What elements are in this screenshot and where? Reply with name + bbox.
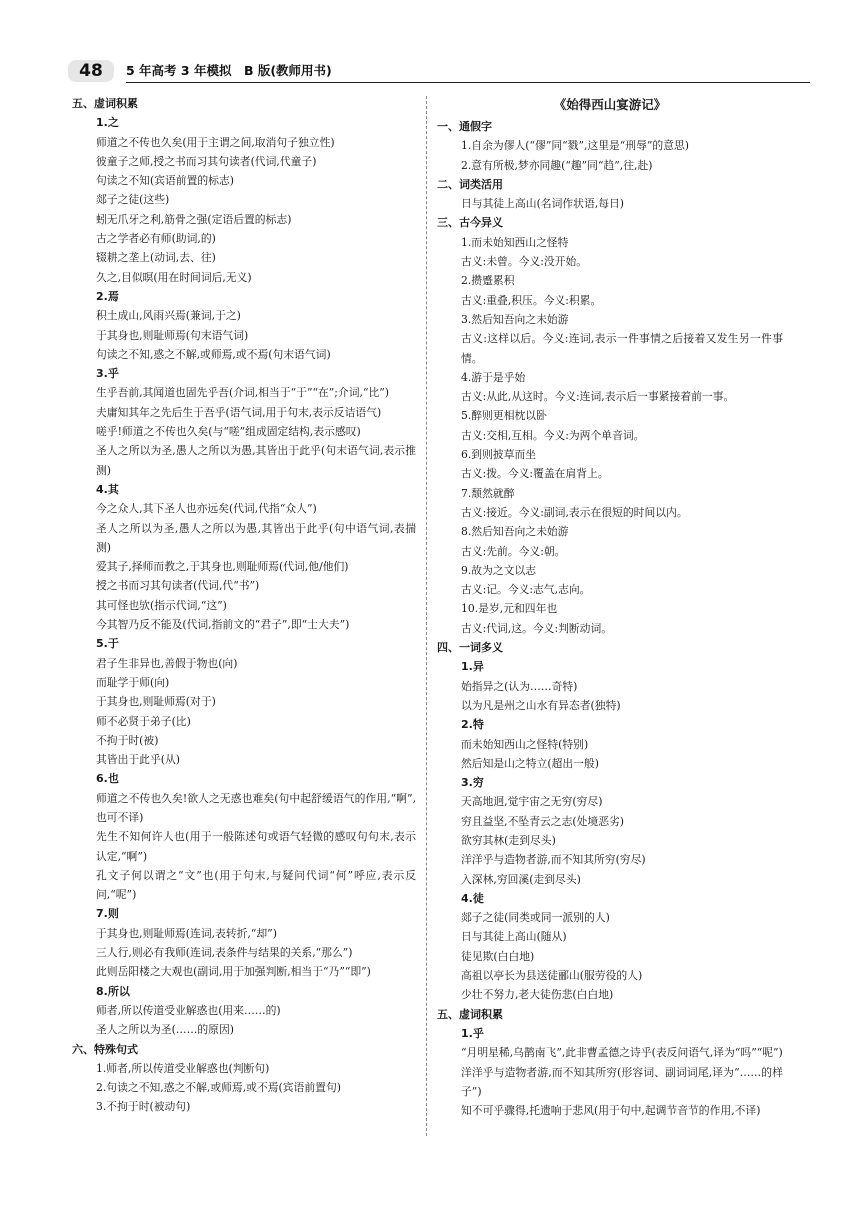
text-paragraph: 先生不知何许人也(用于一般陈述句或语气轻微的感叹句句末,表示认定,“啊”) [96, 830, 416, 863]
page-header [60, 60, 810, 84]
section-heading: 五、虚词积累 [437, 1007, 503, 1021]
text-paragraph: 生乎吾前,其闻道也固先乎吾(介词,相当于“于”“在”;介词,“比”) [96, 386, 390, 400]
text-line: 而未始知西山之怪特(特别) [461, 737, 589, 751]
subsection-heading: 3.乎 [96, 367, 119, 381]
text-line: 蚓无爪牙之利,筋骨之强(定语后置的标志) [96, 212, 292, 226]
section-heading: 五、虚词积累 [72, 97, 138, 110]
text-line: 古之学者必有师(助词,的) [96, 232, 216, 246]
text-line: 古义:拨。今义:覆盖在肩背上。 [461, 467, 609, 481]
text-line: 郯子之徒(这些) [96, 193, 170, 207]
text-line: 6.到则披草而坐 [461, 448, 537, 462]
text-line: 入深林,穷回溪(走到尽头) [461, 872, 581, 886]
text-line: 高祖以亭长为县送徒郦山(服劳役的人) [461, 969, 643, 983]
text-line: 句读之不知,惑之不解,或师焉,或不焉(句末语气词) [96, 347, 331, 361]
text-line: 天高地迥,觉宇宙之无穷(穷尽) [461, 795, 603, 809]
text-line: 三人行,则必有我师(连词,表条件与结果的关系,“那么”) [96, 946, 353, 960]
text-paragraph: 圣人之所以为圣,愚人之所以为愚,其皆出于此乎(句中语气词,表揣测) [96, 521, 416, 554]
text-line: 5.醉则更相枕以卧 [461, 409, 547, 423]
text-paragraph: 师道之不传也久矣!欲人之无惑也难矣(句中起舒缓语气的作用,“啊”,也可不译) [96, 791, 416, 824]
text-paragraph: 知不可乎骤得,托遗响于悲风(用于句中,起调节音节的作用,不译) [461, 1104, 761, 1118]
text-paragraph: 圣人之所以为圣,愚人之所以为愚,其皆出于此乎(句末语气词,表示推测) [96, 444, 416, 477]
text-line: 古义:接近。今义:副词,表示在很短的时间以内。 [461, 505, 688, 519]
article-title: 《始得西山宴游记》 [553, 97, 667, 112]
text-line: 然后知是山之特立(超出一般) [461, 756, 599, 770]
text-paragraph: 洋洋乎与造物者游,而不知其所穷(形容词、副词词尾,译为“……的样子”) [461, 1065, 783, 1098]
text-line: 今之众人,其下圣人也亦远矣(代词,代指“众人”) [96, 502, 317, 516]
text-line: 日与其徒上高山(名词作状语,每日) [461, 197, 625, 211]
text-line: 古义:代词,这。今义:判断动词。 [461, 621, 613, 635]
text-line: 古义:交相,互相。今义:为两个单音词。 [461, 428, 645, 442]
text-line: 徒见欺(白白地) [461, 949, 535, 963]
text-line: 积土成山,风雨兴焉(兼词,于之) [96, 309, 241, 323]
text-line: 古义:从此,从这时。今义:连词,表示后一事紧接着前一事。 [461, 390, 735, 404]
subsection-heading: 4.其 [96, 482, 119, 496]
text-line: 授之书而习其句读者(代词,代“书”) [96, 579, 260, 593]
text-line: 始指异之(认为……奇特) [461, 679, 578, 693]
right-column [437, 94, 783, 1120]
text-line: 1.而未始知西山之怪特 [461, 235, 569, 249]
text-line: 3.然后知吾向之未始游 [461, 312, 569, 326]
section-heading: 二、词类活用 [437, 177, 503, 191]
header-rule [126, 82, 810, 83]
section-heading: 四、一词多义 [437, 641, 503, 655]
subsection-heading: 6.也 [96, 772, 119, 786]
text-line: 4.游于是乎始 [461, 370, 526, 384]
section-heading: 六、特殊句式 [72, 1042, 138, 1056]
text-line: 10.是岁,元和四年也 [461, 602, 558, 616]
text-line: 爱其子,择师而教之,于其身也,则耻师焉(代词,他/他们) [96, 560, 349, 574]
text-paragraph: 此则岳阳楼之大观也(副词,用于加强判断,相当于“乃”“即”) [96, 965, 371, 979]
text-line: 郯子之徒(同类或同一派别的人) [461, 911, 610, 925]
text-line: 8.然后知吾向之未始游 [461, 525, 569, 539]
text-line: 师者,所以传道受业解惑也(用来……的) [96, 1003, 281, 1017]
text-line: 其皆出于此乎(从) [96, 753, 181, 767]
section-heading: 一、通假字 [437, 120, 492, 133]
text-line: 古义:重叠,积压。今义:积累。 [461, 293, 602, 307]
text-line: 以为凡是州之山水有异态者(独特) [461, 698, 621, 712]
text-line: 1.自余为僇人(“僇”同“戮”,这里是“刑辱”的意思) [461, 139, 690, 153]
page-number: 48 [68, 60, 114, 82]
subsection-heading: 4.徒 [461, 891, 484, 905]
book-title: 5 年高考 3 年模拟 B 版(教师用书) [126, 63, 332, 78]
text-line: 古义:记。今义:志气,志向。 [461, 583, 591, 597]
text-line: 于其身也,则耻师焉(连词,表转折,“却”) [96, 926, 277, 940]
left-column [72, 94, 416, 1117]
subsection-heading: 3.穷 [461, 776, 484, 790]
section-heading: 三、古今异义 [437, 216, 503, 230]
text-line: 其可怪也欤(指示代词,“这”) [96, 598, 227, 612]
subsection-heading: 8.所以 [96, 984, 130, 998]
text-line: 洋洋乎与造物者游,而不知其所穷(穷尽) [461, 853, 646, 867]
subsection-heading: 1.之 [96, 116, 119, 130]
text-line: 9.故为之文以志 [461, 563, 537, 577]
text-line: 彼童子之师,授之书而习其句读者(代词,代童子) [96, 154, 317, 168]
text-line: 圣人之所以为圣(……的原因) [96, 1023, 234, 1037]
text-line: 古义:先前。今义:朝。 [461, 544, 566, 558]
text-line: 古义:未曾。今义:没开始。 [461, 255, 588, 269]
text-paragraph: 古义:这样以后。今义:连词,表示一件事情之后接着又发生另一件事情。 [461, 332, 783, 365]
subsection-heading: 2.特 [461, 718, 484, 732]
text-line: 辍耕之垄上(动词,去、往) [96, 251, 216, 265]
text-line: 久之,目似暝(用在时间词后,无义) [96, 270, 252, 284]
text-line: 嗟乎!师道之不传也久矣(与“嗟”组成固定结构,表示感叹) [96, 425, 361, 439]
text-line: 欲穷其林(走到尽头) [461, 833, 556, 847]
text-paragraph: “月明星稀,乌鹊南飞”,此非曹孟德之诗乎(表反问语气,译为“吗”“呢”) [461, 1046, 783, 1060]
subsection-heading: 2.焉 [96, 289, 119, 303]
text-line: 句读之不知(宾语前置的标志) [96, 174, 234, 188]
subsection-heading: 5.于 [96, 637, 119, 651]
text-line: 3.不拘于时(被动句) [96, 1100, 191, 1114]
text-line: 不拘于时(被) [96, 733, 159, 747]
text-line: 2.意有所极,梦亦同趣(“趣”同“趋”,往,赴) [461, 158, 653, 172]
text-line: 于其身也,则耻师焉(句末语气词) [96, 328, 249, 342]
text-paragraph: 孔文子何以谓之“文”也(用于句末,与疑问代词“何”呼应,表示反问,“呢”) [96, 868, 416, 902]
column-divider [426, 96, 427, 1136]
subsection-heading: 7.则 [96, 907, 119, 921]
text-line: 日与其徒上高山(随从) [461, 930, 567, 944]
text-line: 7.颓然就醉 [461, 486, 515, 500]
subsection-heading: 1.乎 [461, 1026, 484, 1040]
text-line: 夫庸知其年之先后生于吾乎(语气词,用于句末,表示反诘语气) [96, 405, 382, 419]
text-line: 而耻学于师(向) [96, 675, 170, 689]
text-line: 2.句读之不知,惑之不解,或师焉,或不焉(宾语前置句) [96, 1081, 341, 1095]
text-line: 今其智乃反不能及(代词,指前文的“君子”,即“士大夫”) [96, 618, 350, 632]
text-line: 1.师者,所以传道受业解惑也(判断句) [96, 1061, 270, 1075]
text-line: 于其身也,则耻师焉(对于) [96, 695, 216, 709]
text-line: 2.攒蹙累积 [461, 274, 515, 288]
text-line: 师不必贤于弟子(比) [96, 714, 191, 728]
text-line: 穷且益坚,不坠青云之志(处境恶劣) [461, 814, 625, 828]
text-line: 少壮不努力,老大徒伤悲(白白地) [461, 988, 614, 1002]
text-line: 君子生非异也,善假于物也(向) [96, 656, 238, 670]
subsection-heading: 1.异 [461, 660, 484, 674]
text-line: 师道之不传也久矣(用于主谓之间,取消句子独立性) [96, 135, 335, 149]
